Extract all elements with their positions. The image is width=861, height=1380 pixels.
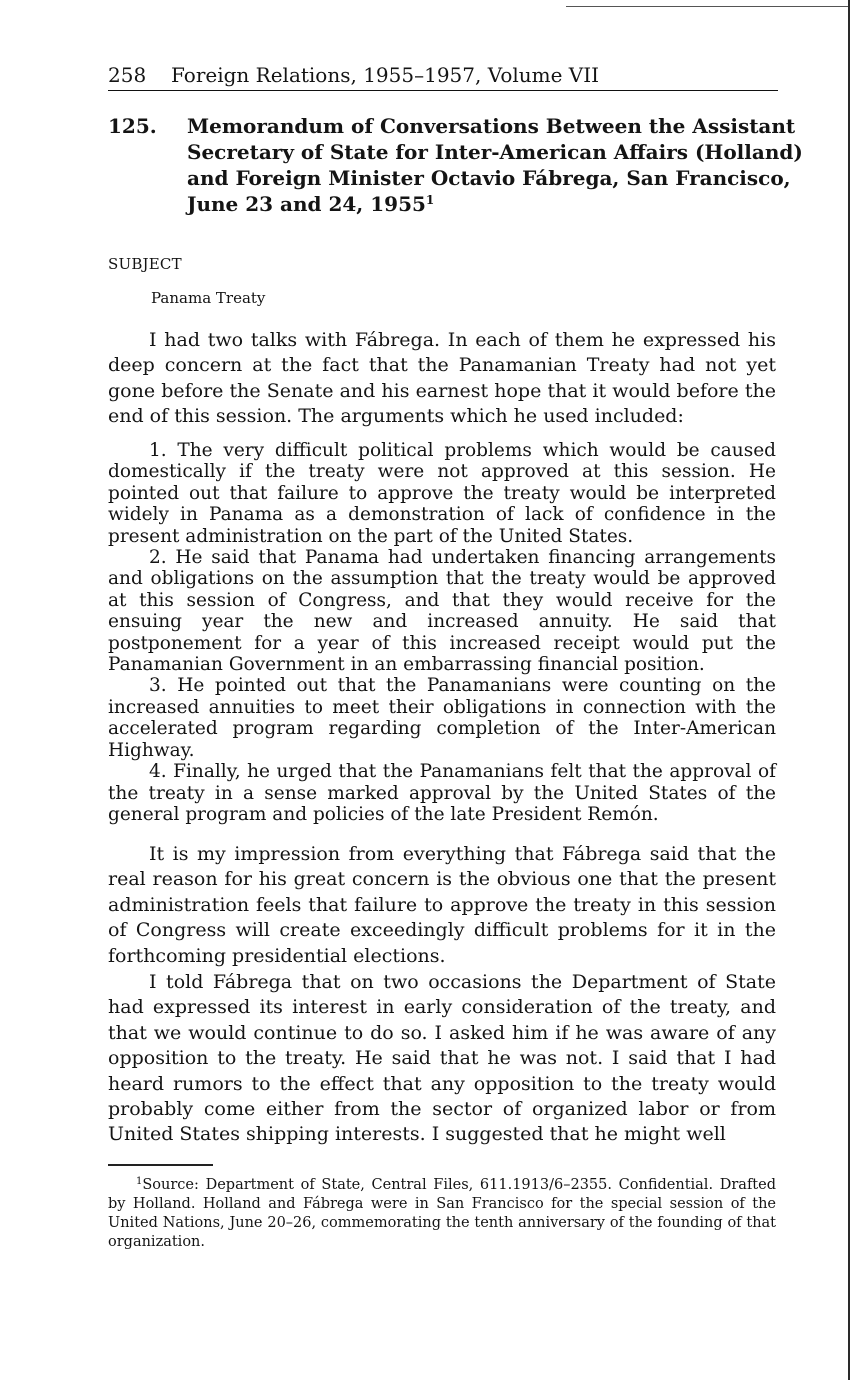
title-line: June 23 and 24, 1955 xyxy=(187,192,426,216)
subject-value: Panama Treaty xyxy=(151,289,266,307)
title-line: Memorandum of Conversations Between the Assistant xyxy=(187,114,796,138)
subject-label: SUBJECT xyxy=(108,255,182,273)
document-title xyxy=(187,113,803,217)
footnote xyxy=(108,1176,776,1252)
told-paragraph: I told Fábrega that on two occasions the Department of State had expressed its interest in early consideration of the treaty, and that we would continue to do so. I asked him if he was aware of any opposition to the treaty. He said that he was not. I said that I had heard rumors to the effect that any opposition to the treaty would probably come either from the sector of organized labor or from United States shipping interests. I suggested that he might well xyxy=(108,971,776,1146)
arguments-list xyxy=(108,440,776,825)
document-number: 125. xyxy=(108,114,157,138)
argument-item: 1. The very difficult political problems which would be caused domestically if the treaty were not approved at this session. He pointed out that failure to approve the treaty would be interpreted widely in Panama as a demonstration of lack of confidence in the present administration on the part of the United States. xyxy=(108,440,776,547)
footnote-marker: 1 xyxy=(136,1176,143,1187)
intro-paragraph: I had two talks with Fábrega. In each of them he expressed his deep concern at the fact that the Panamanian Treaty had not yet gone before the Senate and his earnest hope that it would before the end of this session. The arguments which he used included: xyxy=(108,329,776,428)
title-line: Secretary of State for Inter-American Affairs (Holland) xyxy=(187,140,803,164)
argument-item: 4. Finally, he urged that the Panamanians felt that the approval of the treaty in a sense marked approval by the United States of the general program and policies of the late President Remón. xyxy=(108,761,776,825)
series-title: Foreign Relations, 1955–1957, Volume VII xyxy=(171,63,600,87)
title-footnote-ref[interactable]: 1 xyxy=(425,193,435,207)
title-line-last xyxy=(187,191,767,217)
footnote-divider xyxy=(108,1164,213,1166)
argument-item: 3. He pointed out that the Panamanians were counting on the increased annuities to meet their obligations in connection with the accelerated program regarding completion of the Inter-American Highway. xyxy=(108,675,776,761)
page-number: 258 xyxy=(108,63,147,87)
argument-item: 2. He said that Panama had undertaken financing arrangements and obligations on the assumption that the treaty would be approved at this session of Congress, and that they would receive for the ensuing year the new and increased annuity. He said that postponement for a year of this increased receipt would put the Panamanian Government in an embarrassing financial position. xyxy=(108,547,776,676)
title-line: and Foreign Minister Octavio Fábrega, San Francisco, xyxy=(187,166,791,190)
running-head xyxy=(108,60,778,91)
footnote-text: Source: Department of State, Central Files, 611.1913/6–2355. Confidential. Drafted by Holland. Holland and Fábrega were in San Francisco for the special session of the United Nations, June 20–26, commemorating the tenth anniversary of the founding of that organization. xyxy=(108,1177,776,1250)
impression-paragraph: It is my impression from everything that Fábrega said that the real reason for his great concern is the obvious one that the present administration feels that failure to approve the treaty in this session of Congress will create exceedingly difficult problems for it in the forthcoming presidential elections. xyxy=(108,843,776,967)
